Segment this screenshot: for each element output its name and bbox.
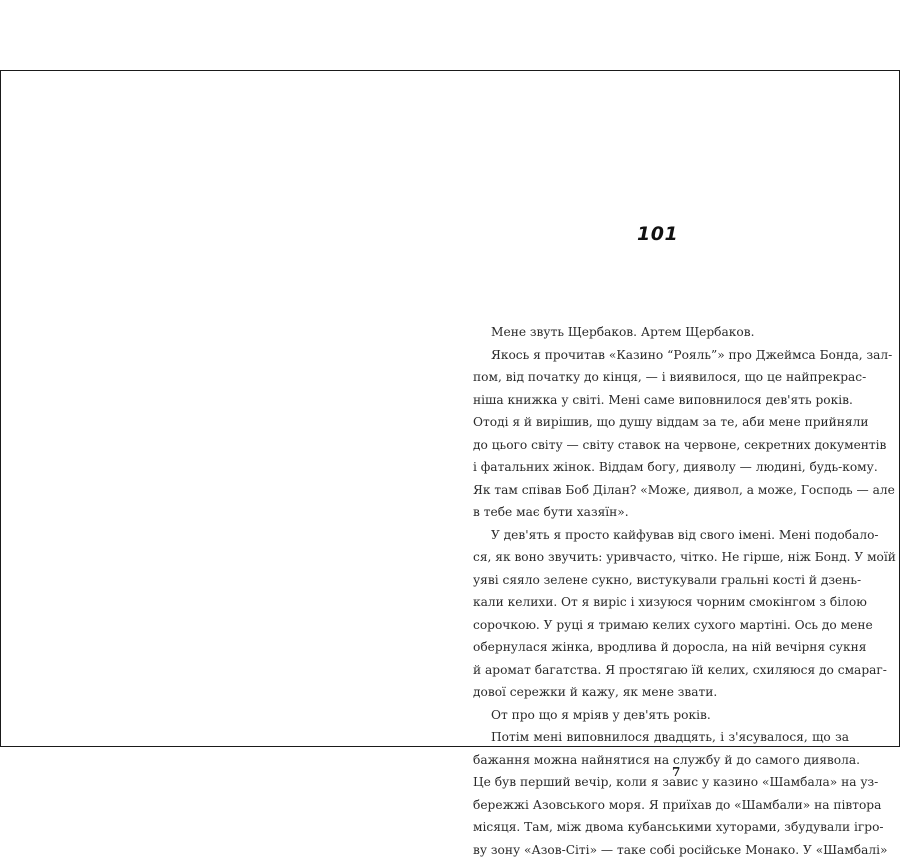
text-line: Це був перший вечір, коли я завис у казино «Шамбала» на уз- [473,771,849,794]
text-line: обернулася жінка, вродлива й доросла, на ній вечірня сукня [473,636,849,659]
text-line: кали келихи. От я виріс і хизуюся чорним смокінгом з білою [473,591,849,614]
page-number: 7 [672,765,680,779]
chapter-number: 101 [637,223,678,245]
book-spread [0,70,900,747]
text-line: ся, як воно звучить: уривчасто, чітко. Не гірше, ніж Бонд. У моїй [473,546,849,569]
text-line: бережжі Азовського моря. Я приїхав до «Шамбали» на півтора [473,794,849,817]
text-line: сорочкою. У руці я тримаю келих сухого мартіні. Ось до мене [473,614,849,637]
text-line: Потім мені виповнилося двадцять, і з'ясувалося, що за [473,726,849,749]
text-line: в тебе має бути хазяїн». [473,501,849,524]
text-line: пом, від початку до кінця, — і виявилося, що це найпрекрас- [473,366,849,389]
text-line: У дев'ять я просто кайфував від свого імені. Мені подобало- [473,524,849,547]
text-line: дової сережки й кажу, як мене звати. [473,681,849,704]
text-line: бажання можна найнятися на службу й до самого диявола. [473,749,849,772]
text-line: до цього світу — світу ставок на червоне, секретних документів [473,434,849,457]
text-line: От про що я мріяв у дев'ять років. [473,704,849,727]
body-text [473,321,849,861]
text-line: і фатальних жінок. Віддам богу, дияволу — людині, будь-кому. [473,456,849,479]
text-line: Отоді я й вирішив, що душу віддам за те, аби мене прийняли [473,411,849,434]
text-line: Мене звуть Щербаков. Артем Щербаков. [473,321,849,344]
text-line: ніша книжка у світі. Мені саме виповнилося дев'ять років. [473,389,849,412]
text-line: уяві сяяло зелене сукно, вистукували гральні кості й дзень- [473,569,849,592]
text-line: ву зону «Азов-Сіті» — таке собі російське Монако. У «Шамбалі» [473,839,849,861]
text-line: місяця. Там, між двома кубанськими хуторами, збудували ігро- [473,816,849,839]
text-line: Якось я прочитав «Казино “Рояль”» про Джеймса Бонда, зал- [473,344,849,367]
text-line: й аромат багатства. Я простягаю їй келих, схиляюся до смараг- [473,659,849,682]
text-line: Як там співав Боб Ділан? «Може, диявол, а може, Господь — але [473,479,849,502]
